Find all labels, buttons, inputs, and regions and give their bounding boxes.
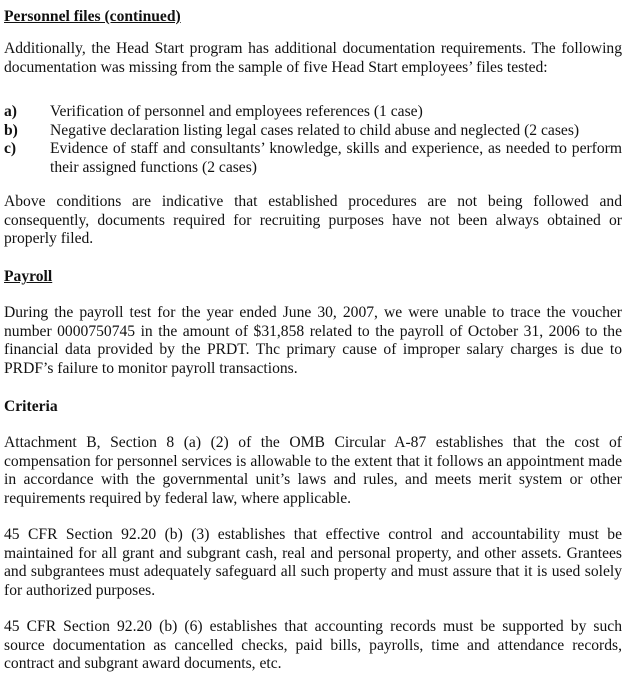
list-marker: c) (4, 140, 17, 158)
list-item-text: Negative declaration listing legal cases related to child abuse and neglected (2 cases) (50, 121, 580, 139)
criteria-heading: Criteria (4, 398, 58, 415)
payroll-heading: Payroll (4, 268, 53, 285)
personnel-intro-paragraph: Additionally, the Head Start program has additional documentation requirements. The following documentation was missing from the sample of five Head Start employees’ files tested: (4, 40, 622, 76)
payroll-paragraph: During the payroll test for the year ended June 30, 2007, we were unable to trace the voucher number 0000750745 in the amount of $31,858 related to the payroll of October 31, 2006 to the financial data provided by the PRDT. Thc primary cause of improper salary charges is due to PRDF’s failure to monitor payroll transactions. (4, 304, 622, 377)
criteria-paragraph-cfr-b3: 45 CFR Section 92.20 (b) (3) establishes that effective control and accountability must be maintained for all grant and subgrant cash, real and personal property, and other assets. Grantees and subgrantees must adequately safeguard all such property and must assure that it is used solely for authorized purposes. (4, 526, 622, 599)
personnel-files-heading: Personnel files (continued) (4, 8, 181, 25)
criteria-paragraph-cfr-b6: 45 CFR Section 92.20 (b) (6) establishes that accounting records must be supported by such source documentation as cancelled checks, paid bills, payrolls, time and attendance records, contract and subgrant award documents, etc. (4, 618, 622, 673)
list-marker: a) (4, 103, 17, 120)
criteria-paragraph-omb: Attachment B, Section 8 (a) (2) of the OMB Circular A-87 establishes that the cost of compensation for personnel services is allowable to the extent that it follows an appointment made in accordance with the governmental unit’s laws and rules, and meets merit system or other requirements required by federal law, where applicable. (4, 434, 622, 507)
list-item-text: Verification of personnel and employees references (1 case) (50, 103, 423, 120)
list-item-text: Evidence of staff and consultants’ knowledge, skills and experience, as needed to perform their assigned functions (2 cases) (50, 140, 622, 176)
personnel-conclusion-paragraph: Above conditions are indicative that established procedures are not being followed and consequently, documents required for recruiting purposes have not been always obtained or properly filed. (4, 193, 622, 248)
list-item (4, 103, 622, 122)
list-marker: b) (4, 121, 18, 139)
list-item (4, 122, 622, 141)
missing-documentation-list (4, 103, 622, 177)
list-item (4, 140, 622, 177)
